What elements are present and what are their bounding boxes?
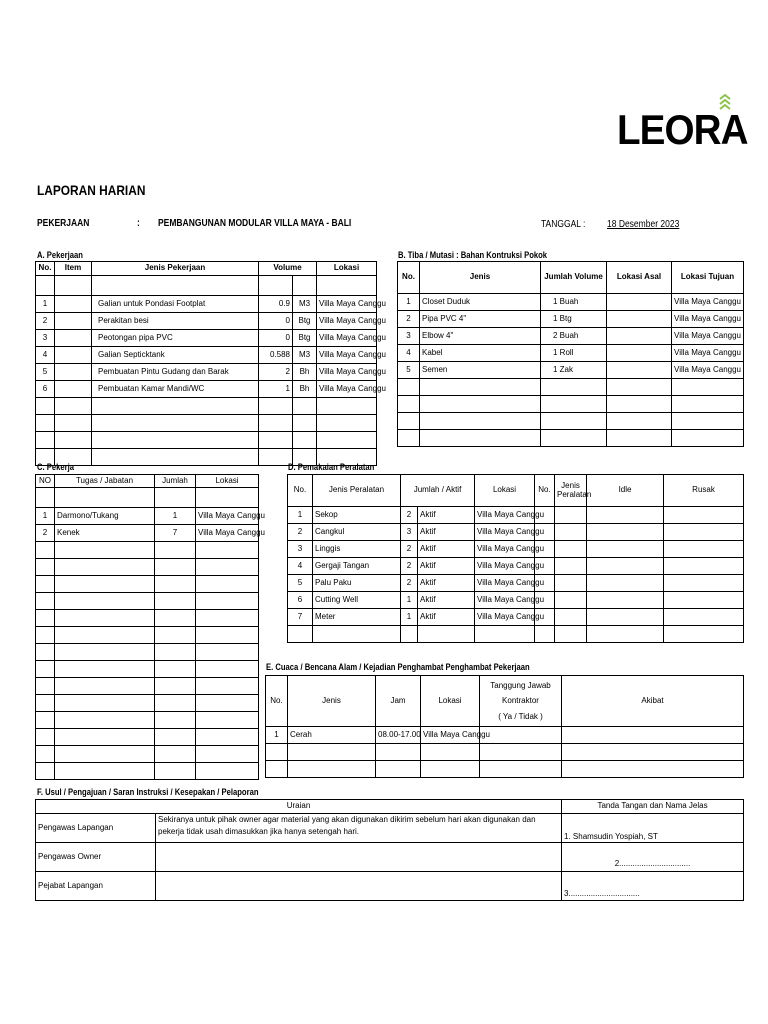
table-row: 1 Sekop 2 Aktif Villa Maya Canggu: [288, 507, 744, 524]
table-row: 4 Galian Septicktank 0.588 M3 Villa Maya Canggu: [36, 347, 377, 364]
table-row: 4 Gergaji Tangan 2 Aktif Villa Maya Canggu: [288, 558, 744, 575]
col-rusak: Rusak: [664, 475, 744, 507]
col-no-2: No.: [535, 475, 555, 507]
table-peralatan: [287, 474, 744, 643]
table-row: 3 Peotongan pipa PVC 0 Btg Villa Maya Canggu: [36, 330, 377, 347]
table-row: 5 Palu Paku 2 Aktif Villa Maya Canggu: [288, 575, 744, 592]
col-no: No.: [266, 676, 288, 727]
col-jenis-peralatan: Jenis Peralatan: [313, 475, 401, 507]
col-volume: Volume: [259, 262, 317, 276]
table-row: 5 Pembuatan Pintu Gudang dan Barak 2 Bh Villa Maya Canggu: [36, 364, 377, 381]
col-idle: Idle: [587, 475, 664, 507]
table-row: 1 Cerah 08.00-17.00 Villa Maya Canggu: [266, 727, 744, 744]
col-uraian: Uraian: [36, 800, 562, 814]
table-row: Pengawas Owner 2................................: [36, 843, 744, 872]
col-tanda-tangan: Tanda Tangan dan Nama Jelas: [562, 800, 744, 814]
col-lokasi-asal: Lokasi Asal: [607, 262, 672, 294]
section-e-title: E. Cuaca / Bencana Alam / Kejadian Penghambat Penghambat Pekerjaan: [266, 662, 530, 672]
section-b-title: B. Tiba / Mutasi : Bahan Kontruksi Pokok: [398, 250, 548, 260]
tanggal-value: 18 Desember 2023: [607, 219, 680, 230]
col-jumlah-aktif: Jumlah / Aktif: [401, 475, 475, 507]
col-lokasi: Lokasi: [421, 676, 480, 727]
col-lokasi: Lokasi: [196, 475, 259, 488]
table-row: 5 Semen 1 Zak Villa Maya Canggu: [398, 362, 744, 379]
section-f-title: F. Usul / Pengajuan / Saran Instruksi / Kesepakan / Pelaporan: [37, 787, 259, 797]
chevron-up-icon: [718, 92, 732, 110]
table-pekerja: [35, 474, 266, 780]
col-jenis-pekerjaan: Jenis Pekerjaan: [92, 262, 259, 276]
col-jumlah: Jumlah: [155, 475, 196, 488]
col-jam: Jam: [376, 676, 421, 727]
table-row: 6 Cutting Well 1 Aktif Villa Maya Canggu: [288, 592, 744, 609]
table-cuaca: [265, 675, 744, 778]
col-no: No.: [36, 262, 55, 276]
col-lokasi: Lokasi: [317, 262, 377, 276]
table-row: 6 Pembuatan Kamar Mandi/WC 1 Bh Villa Maya Canggu: [36, 381, 377, 398]
col-no: No.: [398, 262, 420, 294]
col-akibat: Akibat: [562, 676, 744, 727]
table-usul: [35, 799, 744, 901]
table-row: 2 Kenek 7 Villa Maya Canggu: [36, 525, 259, 542]
col-tugas-jabatan: Tugas / Jabatan: [55, 475, 155, 488]
leora-logo: LEORA: [617, 106, 748, 153]
col-item: Item: [55, 262, 92, 276]
tanggal-label: TANGGAL :: [541, 219, 586, 230]
table-pekerjaan: [35, 261, 387, 466]
table-row: 4 Kabel 1 Roll Villa Maya Canggu: [398, 345, 744, 362]
col-no: No.: [288, 475, 313, 507]
table-row: 1 Darmono/Tukang 1 Villa Maya Canggu: [36, 508, 259, 525]
section-c-title: C. Pekerja: [37, 462, 75, 472]
col-lokasi-tujuan: Lokasi Tujuan: [672, 262, 744, 294]
col-jenis: Jenis: [288, 676, 376, 727]
section-a-title: A. Pekerjaan: [37, 250, 83, 260]
pekerjaan-colon: :: [137, 218, 140, 229]
table-row: Pejabat Lapangan 3................................: [36, 872, 744, 901]
table-row: 2 Cangkul 3 Aktif Villa Maya Canggu: [288, 524, 744, 541]
pekerjaan-value: PEMBANGUNAN MODULAR VILLA MAYA - BALI: [158, 218, 352, 229]
col-jenis: Jenis: [420, 262, 541, 294]
col-lokasi: Lokasi: [475, 475, 535, 507]
table-row: 3 Linggis 2 Aktif Villa Maya Canggu: [288, 541, 744, 558]
pekerjaan-label: PEKERJAAN: [37, 218, 90, 229]
table-row: 3 Elbow 4" 2 Buah Villa Maya Canggu: [398, 328, 744, 345]
table-row: Pengawas Lapangan Sekiranya untuk pihak owner agar material yang akan digunakan dikirim sebelum hari akan digunakan dan pekerja tidak usah dimasukkan jika hanya setengah hari. 1. Shamsudin Yospiah, ST: [36, 814, 744, 843]
table-row: 2 Perakitan besi 0 Btg Villa Maya Canggu: [36, 313, 377, 330]
col-jenis-peralatan-2: Jenis Peralatan: [555, 475, 587, 507]
col-tanggung-jawab: Tanggung Jawab Kontraktor ( Ya / Tidak ): [480, 676, 562, 727]
table-row: 2 Pipa PVC 4" 1 Btg Villa Maya Canggu: [398, 311, 744, 328]
table-row: 1 Galian untuk Pondasi Footplat 0.9 M3 Villa Maya Canggu: [36, 296, 377, 313]
table-row: 1 Closet Duduk 1 Buah Villa Maya Canggu: [398, 294, 744, 311]
col-jumlah-volume: Jumlah Volume: [541, 262, 607, 294]
section-d-title: D. Pemakaian Peralatan: [288, 462, 375, 472]
table-row: 7 Meter 1 Aktif Villa Maya Canggu: [288, 609, 744, 626]
page-title: LAPORAN HARIAN: [37, 182, 146, 198]
col-no: NO: [36, 475, 55, 488]
table-bahan: [397, 261, 744, 447]
